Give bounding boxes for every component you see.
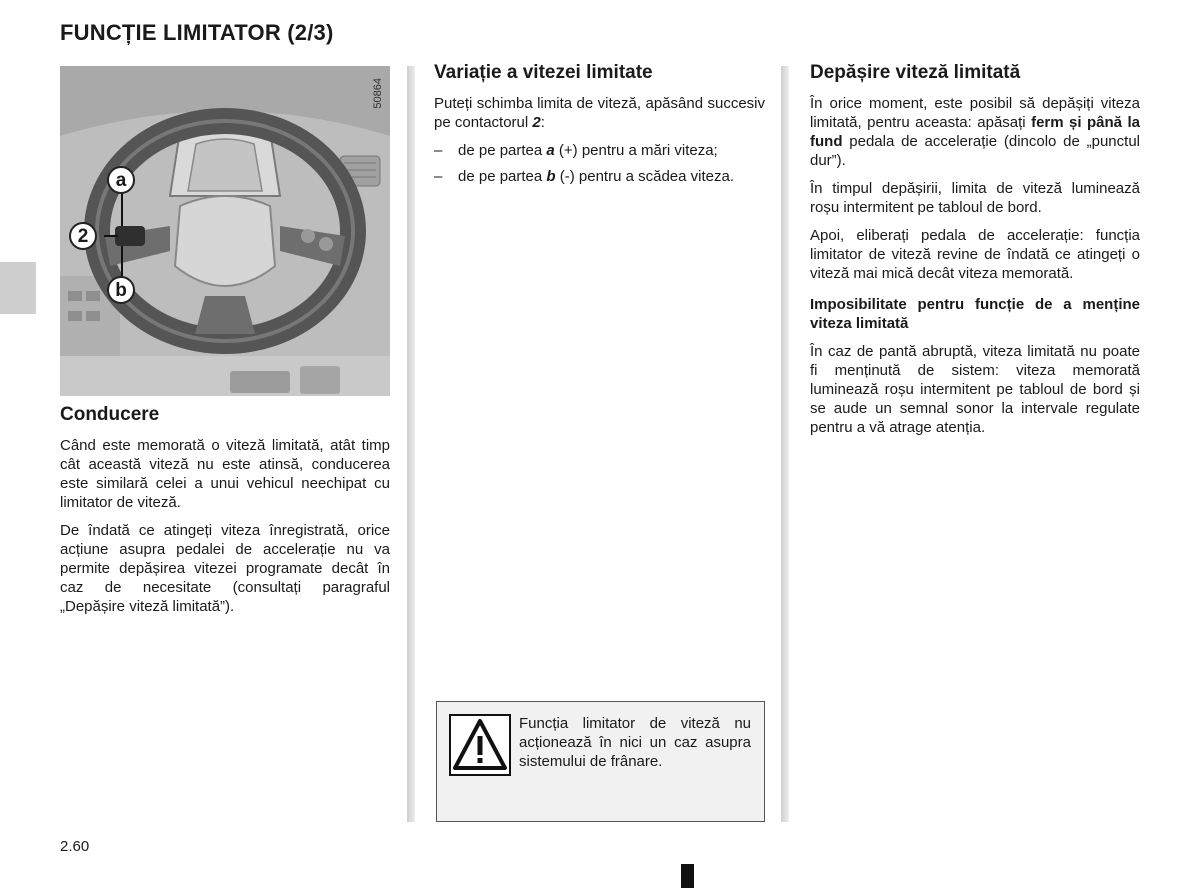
paragraph: În timpul depășirii, limita de viteză luminează roșu intermitent pe tabloul de bord. (810, 180, 1140, 216)
section-heading-variatie: Variație a vitezei limitate (434, 62, 653, 83)
steering-wheel-illustration (60, 66, 390, 396)
speed-adjust-list (434, 141, 765, 186)
column-divider (407, 66, 415, 822)
list-item: – de pe partea b (-) pentru a scădea viteza. (434, 167, 765, 186)
paragraph: De îndată ce atingeți viteza înregistrată, orice acțiune asupra pedalei de accelerație nu va permite depășirea vitezei programate decât în caz de necesitate (consultați paragraful „Depășire viteză limitată”). (60, 522, 390, 615)
callout-a: a (107, 166, 135, 194)
warning-text: Funcția limitator de viteză nu acționează în nici un caz asupra sistemului de frânare. (519, 715, 751, 770)
callout-2: 2 (69, 222, 97, 250)
steering-wheel-drawing (60, 66, 390, 396)
paragraph: Puteți schimba limita de viteză, apăsând succesiv pe contactorul 2: (434, 95, 765, 131)
figure-number: 50864 (372, 78, 384, 109)
column-right (810, 62, 1140, 446)
warning-triangle-icon (449, 714, 511, 776)
paragraph: În caz de pantă abruptă, viteza limitată nu poate fi menținută de sistem: viteza memorată luminează roșu intermitent pe tabloul de bord și se aude un semnal sonor la intervale regulate pentru a vă atrage atenția. (810, 343, 1140, 436)
chapter-tab (0, 262, 36, 314)
callout-b: b (107, 276, 135, 304)
column-left (60, 66, 390, 625)
page-edge-marker (681, 864, 694, 888)
section-heading-depasire: Depășire viteză limitată (810, 62, 1021, 83)
warning-box (436, 701, 765, 822)
paragraph: Când este memorată o viteză limitată, atât timp cât această viteză nu este atinsă, conducerea este similară celei a unui vehicul neechipat cu limitator de viteză. (60, 437, 390, 511)
column-middle (434, 62, 765, 193)
column-divider (781, 66, 789, 822)
paragraph: În orice moment, este posibil să depășiți viteza limitată, pentru aceasta: apăsați ferm și până la fund pedala de accelerație (dincolo de „punctul dur”). (810, 95, 1140, 169)
list-item: – de pe partea a (+) pentru a mări viteza; (434, 141, 765, 160)
paragraph: Apoi, eliberați pedala de accelerație: funcția limitator de viteză revine de îndată ce atingeți o viteză mai mică decât viteza memorată. (810, 227, 1140, 282)
section-heading-conducere: Conducere (60, 404, 160, 425)
subheading: Imposibilitate pentru funcție de a menține viteza limitată (810, 296, 1140, 332)
page-title: FUNCȚIE LIMITATOR (2/3) (60, 20, 334, 45)
page-number: 2.60 (60, 838, 90, 855)
